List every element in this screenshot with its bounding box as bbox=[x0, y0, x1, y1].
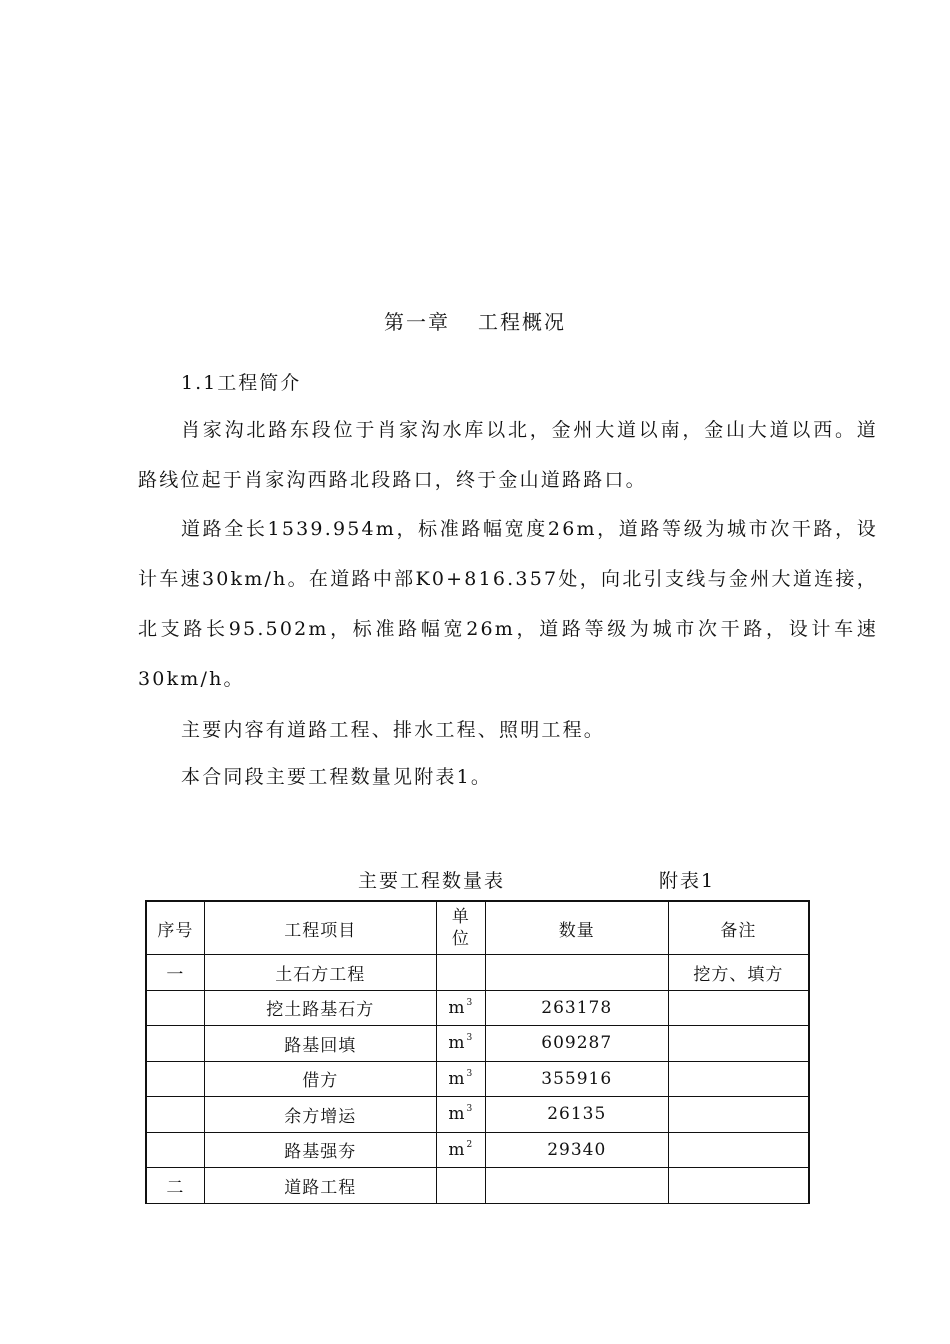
unit-symbol: m bbox=[448, 997, 466, 1018]
header-unit bbox=[436, 901, 485, 955]
cell-item: 路基强夯 bbox=[204, 1132, 436, 1168]
unit-symbol: m bbox=[448, 1104, 466, 1125]
cell-note bbox=[668, 1168, 809, 1204]
cell-note: 挖方、填方 bbox=[668, 955, 809, 991]
cell-unit bbox=[436, 1026, 485, 1062]
section-heading: 1.1工程简介 bbox=[181, 372, 302, 394]
cell-unit bbox=[436, 1097, 485, 1133]
cell-unit bbox=[436, 1168, 485, 1204]
table-row bbox=[146, 955, 809, 991]
cell-item: 路基回填 bbox=[204, 1026, 436, 1062]
table-row bbox=[146, 990, 809, 1026]
cell-seq bbox=[146, 1026, 204, 1062]
unit-exponent: 2 bbox=[466, 1139, 474, 1150]
cell-quantity bbox=[485, 955, 668, 991]
cell-note bbox=[668, 990, 809, 1026]
chapter-title: 工程概况 bbox=[478, 310, 566, 334]
cell-unit bbox=[436, 990, 485, 1026]
header-seq: 序号 bbox=[146, 901, 204, 955]
cell-item: 借方 bbox=[204, 1061, 436, 1097]
paragraph-road-spec: 道路全长1539.954m，标准路幅宽度26m，道路等级为城市次干路，设计车速30km/h。在道路中部K0+816.357处，向北引支线与金州大道连接，北支路长95.502m，标准路幅宽26m，道路等级为城市次干路，设计车速30km/h。 bbox=[138, 518, 878, 690]
cell-seq bbox=[146, 1097, 204, 1133]
header-item: 工程项目 bbox=[204, 901, 436, 955]
unit-exponent: 3 bbox=[466, 997, 474, 1008]
unit-symbol: m bbox=[448, 1033, 466, 1054]
table-row bbox=[146, 1132, 809, 1168]
unit-exponent: 3 bbox=[466, 1033, 474, 1044]
unit-symbol: m bbox=[448, 1139, 466, 1160]
table-row bbox=[146, 1097, 809, 1133]
unit-exponent: 3 bbox=[466, 1104, 474, 1115]
cell-unit bbox=[436, 1061, 485, 1097]
table-row bbox=[146, 1026, 809, 1062]
paragraph-main-content: 主要内容有道路工程、排水工程、照明工程。 bbox=[181, 719, 606, 741]
cell-quantity: 609287 bbox=[485, 1026, 668, 1062]
header-note: 备注 bbox=[668, 901, 809, 955]
table-row bbox=[146, 1061, 809, 1097]
cell-item: 挖土路基石方 bbox=[204, 990, 436, 1026]
header-quantity: 数量 bbox=[485, 901, 668, 955]
cell-quantity: 263178 bbox=[485, 990, 668, 1026]
cell-item: 土石方工程 bbox=[204, 955, 436, 991]
chapter-number: 第一章 bbox=[384, 310, 450, 334]
cell-unit bbox=[436, 955, 485, 991]
cell-note bbox=[668, 1061, 809, 1097]
cell-item: 余方增运 bbox=[204, 1097, 436, 1133]
paragraph-table-reference: 本合同段主要工程数量见附表1。 bbox=[181, 766, 493, 788]
cell-seq bbox=[146, 1132, 204, 1168]
table-header-row bbox=[146, 901, 809, 955]
cell-seq: 一 bbox=[146, 955, 204, 991]
cell-unit bbox=[436, 1132, 485, 1168]
table-row bbox=[146, 1168, 809, 1204]
cell-seq bbox=[146, 990, 204, 1026]
table-caption: 主要工程数量表 bbox=[358, 870, 506, 892]
header-unit-line1: 单 bbox=[451, 907, 470, 927]
cell-quantity: 26135 bbox=[485, 1097, 668, 1133]
cell-seq: 二 bbox=[146, 1168, 204, 1204]
cell-note bbox=[668, 1097, 809, 1133]
unit-symbol: m bbox=[448, 1068, 466, 1089]
cell-note bbox=[668, 1026, 809, 1062]
unit-exponent: 3 bbox=[466, 1068, 474, 1079]
paragraph-location: 肖家沟北路东段位于肖家沟水库以北，金州大道以南，金山大道以西。道路线位起于肖家沟西路北段路口，终于金山道路路口。 bbox=[138, 419, 878, 491]
cell-note bbox=[668, 1132, 809, 1168]
chapter-heading bbox=[0, 306, 950, 335]
cell-quantity: 355916 bbox=[485, 1061, 668, 1097]
cell-item: 道路工程 bbox=[204, 1168, 436, 1204]
quantity-table bbox=[145, 900, 810, 1204]
cell-quantity: 29340 bbox=[485, 1132, 668, 1168]
cell-seq bbox=[146, 1061, 204, 1097]
header-unit-line2: 位 bbox=[451, 929, 470, 949]
cell-quantity bbox=[485, 1168, 668, 1204]
table-reference-label: 附表1 bbox=[659, 870, 716, 892]
